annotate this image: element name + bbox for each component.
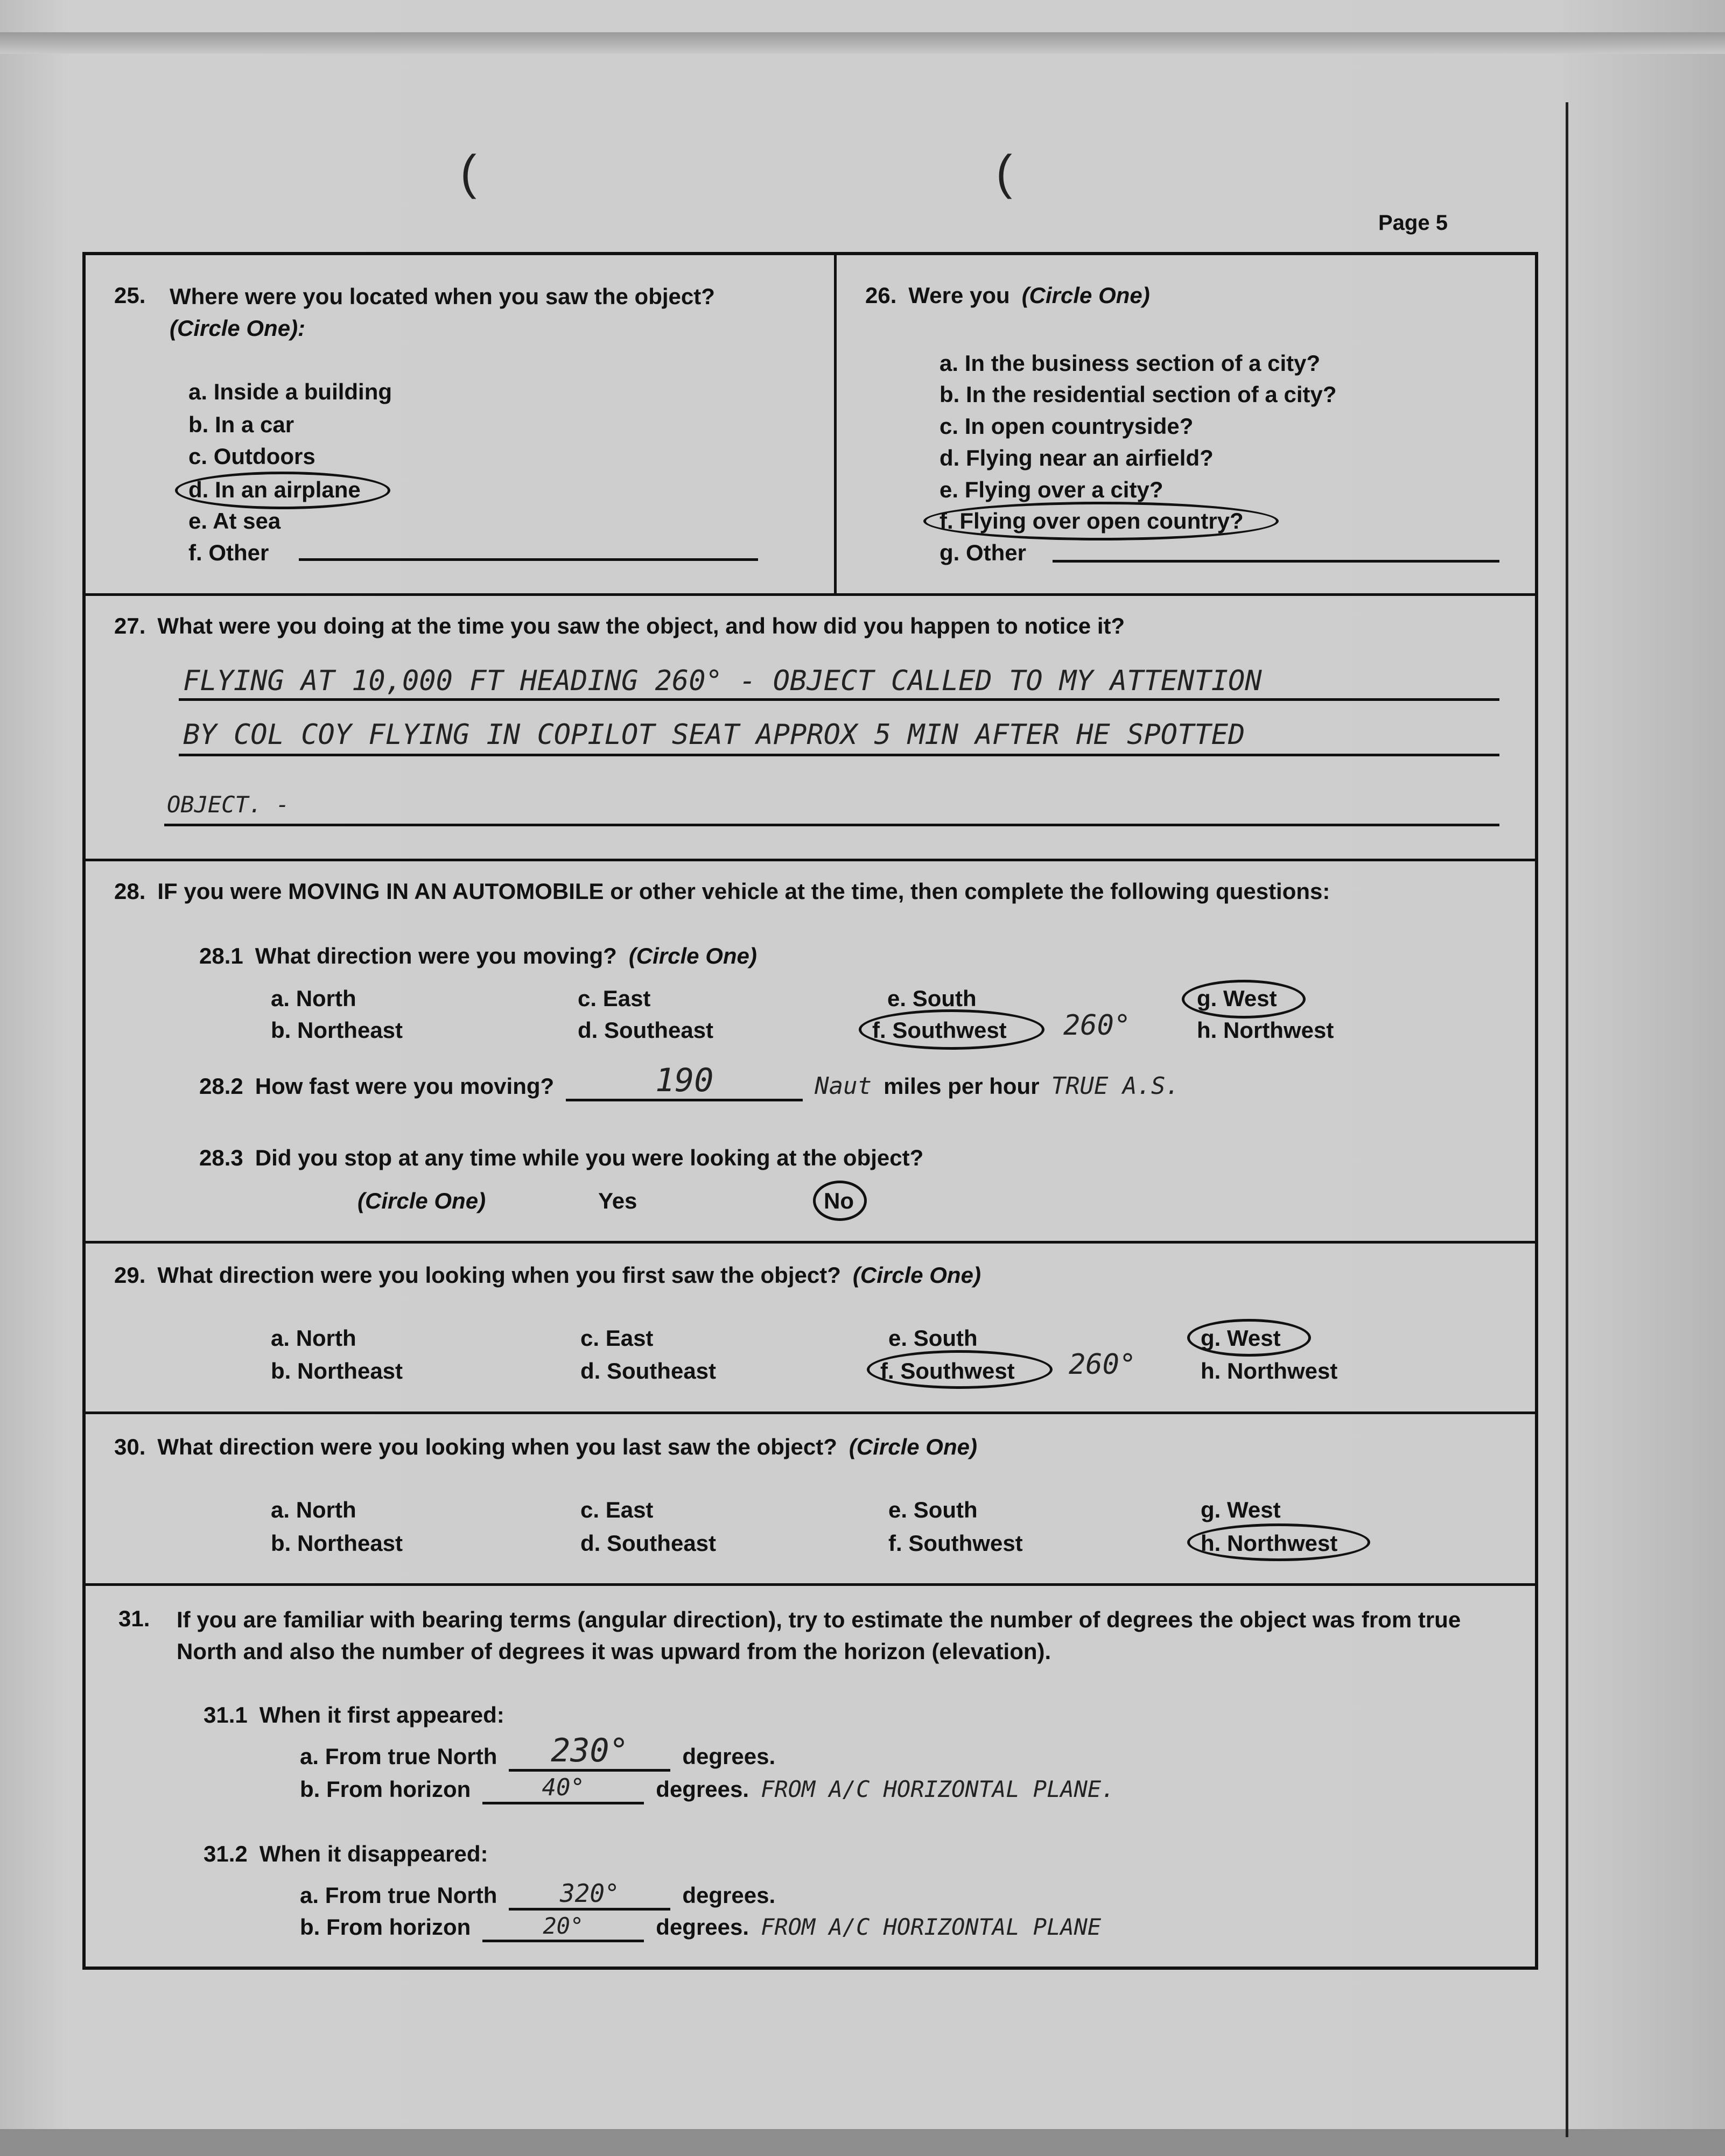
subquestion-number: 28.3 [199,1145,243,1170]
question-31-2-heading [204,1839,488,1869]
option[interactable]: c. East [578,986,651,1011]
option[interactable]: a. In the business section of a city? [939,350,1321,376]
handwritten-value[interactable]: 20° [543,1913,584,1939]
handwritten-note: FROM A/C HORIZONTAL PLANE. [761,1776,1115,1802]
answer-line [164,824,1499,826]
question-29-heading [114,1260,981,1290]
other-line[interactable] [299,558,758,561]
handwritten-answer[interactable]: FLYING AT 10,000 FT HEADING 260° - OBJECT CALLED TO MY ATTENTION [183,665,1262,697]
question-28-2-row [199,1062,1180,1101]
option[interactable]: b. In a car [188,412,294,437]
option[interactable]: d. Southeast [580,1358,717,1384]
option[interactable]: d. Flying near an airfield? [939,445,1214,470]
question-text: IF you were MOVING IN AN AUTOMOBILE or other vehicle at the time, then complete the following questions: [157,879,1330,904]
selection-circle [859,1009,1044,1050]
option[interactable]: b. In the residential section of a city? [939,382,1337,407]
first-horizon-field[interactable] [482,1776,644,1804]
option[interactable]: g. West [1201,1497,1281,1522]
first-horizon-row [300,1774,1115,1804]
question-text: If you are familiar with bearing terms (angular direction), try to estimate the number of degrees the object was [177,1607,1356,1632]
handwritten-note: FROM A/C HORIZONTAL PLANE [761,1914,1102,1940]
field-label: a. From true North [300,1744,497,1769]
unit-label: degrees. [656,1914,749,1940]
question-28-3-heading [199,1143,923,1173]
option-selected[interactable]: g. West [1201,1325,1281,1351]
answer-line [179,698,1499,701]
option-selected[interactable]: f. Southwest [880,1358,1015,1384]
question-number: 31. [118,1606,150,1631]
subquestion-number: 28.2 [199,1073,243,1099]
question-number: 26. [865,283,897,308]
option-selected[interactable]: h. Northwest [1201,1530,1338,1556]
instruction: (Circle One) [849,1434,977,1459]
punch-mark: ( [460,146,476,200]
handwritten-value[interactable]: 320° [559,1879,620,1908]
divider [82,1411,1538,1414]
page-edge-line [1566,102,1568,2137]
subquestion-text: What direction were you moving? [255,943,617,968]
page-number: Page 5 [1378,211,1448,235]
option[interactable]: b. Northeast [271,1530,403,1556]
selection-circle [1187,1523,1370,1561]
option[interactable]: a. North [271,1325,356,1351]
selection-circle [923,502,1279,540]
subquestion-text: How fast were you moving? [255,1073,555,1099]
handwritten-note: Naut [815,1072,872,1100]
option[interactable]: b. Northeast [271,1017,403,1043]
punch-mark: ( [996,146,1012,200]
question-31-1-heading [204,1700,504,1730]
answer-line [179,754,1499,756]
question-31-text [177,1604,1523,1667]
field-label: b. From horizon [300,1914,471,1940]
divider [82,593,1538,596]
option[interactable]: e. At sea [188,508,281,533]
option-selected[interactable]: d. In an airplane [188,477,361,502]
scan-bottom-edge [0,2129,1725,2156]
handwritten-speed[interactable]: 190 [655,1062,714,1099]
unit-label: miles per hour [883,1073,1040,1099]
last-horizon-field[interactable] [482,1914,644,1942]
first-north-row [300,1732,776,1772]
option[interactable]: h. Northwest [1201,1358,1338,1384]
option[interactable]: d. Southeast [580,1530,717,1556]
option[interactable]: c. In open countryside? [939,413,1194,439]
option-selected[interactable]: f. Flying over open country? [939,508,1244,533]
question-27-heading [114,611,1125,641]
subquestion-text: When it disappeared: [259,1841,488,1866]
unit-label: degrees. [656,1776,749,1802]
instruction: (Circle One) [357,1188,486,1213]
last-north-field[interactable] [509,1879,670,1911]
option[interactable]: e. Flying over a city? [939,477,1163,502]
handwritten-note: 260° [1063,1009,1131,1042]
option[interactable]: b. Northeast [271,1358,403,1384]
option[interactable]: f. Other [188,540,269,565]
scan-top-edge [0,32,1725,54]
divider [82,859,1538,861]
option[interactable]: c. East [580,1497,654,1522]
instruction: (Circle One) [1021,283,1150,308]
option[interactable]: e. South [888,1497,978,1522]
option[interactable]: h. Northwest [1197,1017,1334,1043]
option-no-selected[interactable]: No [824,1188,854,1213]
instruction: (Circle One): [170,315,306,341]
question-26-heading [865,280,1150,311]
question-text: Were you [908,283,1010,308]
selection-circle [1187,1319,1311,1357]
last-north-row [300,1880,775,1911]
subquestion-number: 31.2 [204,1841,248,1866]
subquestion-text: Did you stop at any time while you were looking at the object? [255,1145,924,1170]
selection-circle [813,1181,867,1221]
other-line[interactable] [1053,560,1499,563]
question-30-heading [114,1432,977,1462]
option[interactable]: g. Other [939,540,1027,565]
question-text: What were you doing at the time you saw the object, and how did you happen to notice it? [157,613,1125,638]
subquestion-number: 28.1 [199,943,243,968]
handwritten-answer[interactable]: OBJECT. - [167,791,290,818]
handwritten-value[interactable]: 40° [542,1774,585,1801]
question-28-heading [114,876,1330,907]
option-yes[interactable]: Yes [598,1188,637,1213]
field-label: a. From true North [300,1883,497,1908]
field-label: b. From horizon [300,1776,471,1802]
question-28-1-heading [199,941,757,971]
handwritten-answer[interactable]: BY COL COY FLYING IN COPILOT SEAT APPROX 5 MIN AFTER HE SPOTTED [183,719,1245,751]
speed-field[interactable] [566,1062,803,1101]
divider [834,252,837,595]
option[interactable]: a. North [271,986,356,1011]
option-selected[interactable]: f. Southwest [872,1017,1007,1043]
handwritten-value[interactable]: 230° [551,1732,629,1769]
option[interactable]: d. Southeast [578,1017,714,1043]
question-text: from true North and also the number of degrees it was upward from the horizon (elevation). [177,1607,1461,1664]
unit-label: degrees. [682,1744,776,1769]
handwritten-note: TRUE A.S. [1051,1072,1180,1100]
selection-circle [867,1350,1053,1389]
question-text: Where were you located when you saw the object? [170,284,715,309]
instruction: (Circle One) [852,1262,981,1288]
question-text: What direction were you looking when you first saw the object? [157,1262,841,1288]
instruction: (Circle One) [628,943,757,968]
option-selected[interactable]: g. West [1197,986,1277,1011]
option[interactable]: e. South [888,1325,978,1351]
subquestion-text: When it first appeared: [259,1702,504,1727]
first-north-field[interactable] [509,1732,670,1772]
question-25-heading [170,280,816,344]
question-number: 25. [114,283,146,308]
last-horizon-row [300,1912,1101,1942]
unit-label: degrees. [682,1883,776,1908]
option[interactable]: a. Inside a building [188,379,392,404]
handwritten-note: 260° [1069,1349,1137,1381]
question-text: What direction were you looking when you last saw the object? [157,1434,837,1459]
question-number: 30. [114,1434,146,1459]
question-number: 29. [114,1262,146,1288]
selection-circle [1182,980,1306,1019]
divider [82,1583,1538,1586]
option[interactable]: c. Outdoors [188,444,315,469]
option[interactable]: f. Southwest [888,1530,1023,1556]
option[interactable]: e. South [887,986,977,1011]
option[interactable]: a. North [271,1497,356,1522]
subquestion-number: 31.1 [204,1702,248,1727]
selection-circle [175,472,390,509]
divider [82,1241,1538,1244]
question-number: 28. [114,879,146,904]
question-number: 27. [114,613,146,638]
option[interactable]: c. East [580,1325,654,1351]
